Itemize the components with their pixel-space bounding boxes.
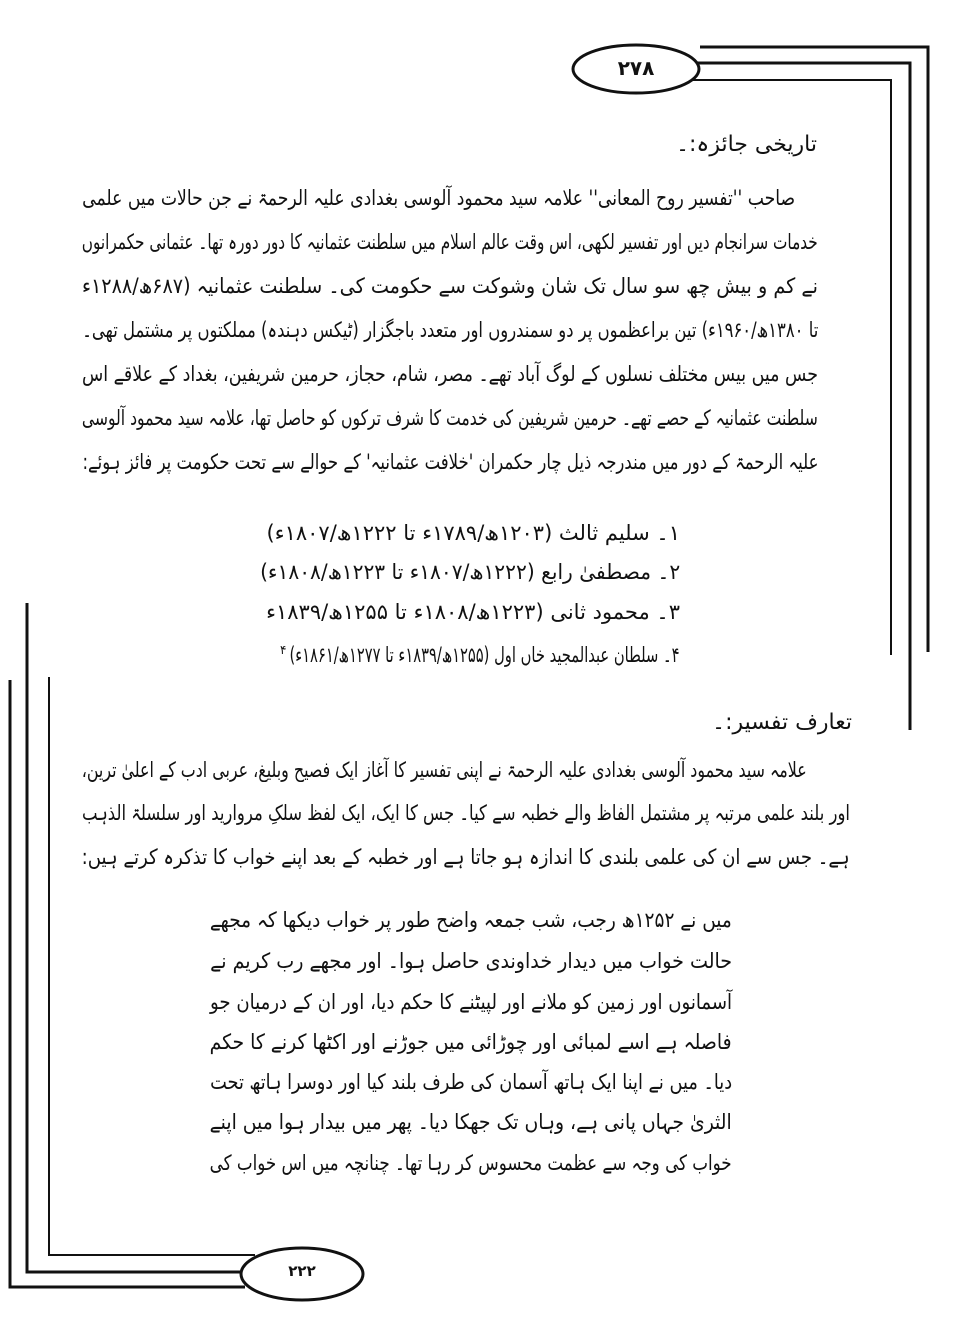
quote-line: الثریٰ جہاں پانی ہے، وہاں تک جھکا دیا۔ پھر میں بیدار ہوا میں اپنے	[210, 1110, 732, 1134]
section-heading-historical-review: تاریخی جائزہ:۔	[676, 132, 817, 157]
paragraph-line: جس میں بیس مختلف نسلوں کے لوگ آباد تھے۔ مصر، شام، حجاز، حرمین شریفین، بغداد کے علاقے اس	[82, 362, 818, 386]
paragraph-line: تا ۱۳۸۰ھ/۱۹۶۰ء) تین براعظموں پر دو سمندروں اور متعدد باجگزار (ٹیکس دہندہ) مملکتوں پر مشتمل تھی۔	[82, 318, 818, 342]
quote-line: حالت خواب میں دیدار خداوندی حاصل ہوا۔ اور مجھے رب کریم نے	[210, 949, 732, 973]
footnote-marker: ۴	[280, 643, 287, 657]
quote-line: دیا۔ میں نے اپنا ایک ہاتھ آسمان کی طرف بلند کیا اور دوسرا ہاتھ تحت	[210, 1070, 732, 1094]
section-heading-tafsir-introduction: تعارف تفسیر:۔	[712, 710, 852, 735]
paragraph-line: علامہ سید محمود آلوسی بغدادی علیہ الرحمۃ نے اپنی تفسیر کا آغاز ایک فصیح وبلیغ، عربی ادب کے اعلیٰ ترین،	[82, 758, 807, 782]
quote-line: فاصلہ ہے اسے لمبائی اور چوڑائی میں جوڑنے اور اکٹھا کرنے کا حکم	[210, 1030, 732, 1054]
quote-line: میں نے ۱۲۵۲ھ رجب، شب جمعہ واضح طور پر خواب دیکھا کہ مجھے	[210, 908, 732, 932]
top-page-number: ۲۷۸	[617, 56, 655, 80]
quote-line: خواب کی وجہ سے عظمت محسوس کر رہا تھا۔ چنانچہ میں اس خواب کی	[210, 1151, 732, 1175]
paragraph-line: اور بلند علمی مرتبہ پر مشتمل الفاظ والے خطبہ سے کیا۔ جس کا ایک، ایک لفظ سلکِ مروارید اور سلسلۃ الذہب	[82, 801, 850, 825]
bottom-page-number: ۲۲۲	[288, 1262, 316, 1280]
ruler-list-item: ۴۔ سلطان عبدالمجید خاں اول (۱۲۵۵ھ/۱۸۳۹ء تا ۱۲۷۷ھ/۱۸۶۱ء)	[290, 643, 680, 667]
paragraph-line: صاحب ''تفسیر روح المعانی'' علامہ سید محمود آلوسی بغدادی علیہ الرحمۃ نے جن حالات میں علمی	[82, 186, 795, 210]
paragraph-line: نے کم و بیش چھ سو سال تک شان وشوکت سے حکومت کی۔ سلطنت عثمانیہ (۶۸۷ھ/۱۲۸۸ء	[82, 274, 818, 298]
paragraph-line: ہے۔ جس سے ان کی علمی بلندی کا اندازہ ہو جاتا ہے اور خطبہ کے بعد اپنے خواب کا تذکرہ کرتے ہیں:	[82, 845, 850, 869]
ruler-list-item: ۱۔ سلیم ثالث (۱۲۰۳ھ/۱۷۸۹ء تا ۱۲۲۲ھ/۱۸۰۷ء)	[266, 521, 680, 545]
quote-line: آسمانوں اور زمین کو ملانے اور لپیٹنے کا حکم دیا، اور ان کے درمیان جو	[210, 990, 732, 1014]
ruler-list-item: ۲۔ مصطفیٰ رابع (۱۲۲۲ھ/۱۸۰۷ء تا ۱۲۲۳ھ/۱۸۰۸ء)	[260, 560, 680, 584]
paragraph-line: علیہ الرحمۃ کے دور میں مندرجہ ذیل چار حکمران 'خلافت عثمانیہ' کے حوالے سے تحت حکومت پر فائز ہوئے:	[82, 450, 818, 474]
paragraph-line: سلطنت عثمانیہ کے حصے تھے۔ حرمین شریفین کی خدمت کا شرف ترکوں کو حاصل تھا، علامہ سید محمود آلوسی	[82, 406, 818, 430]
ruler-list-item: ۳۔ محمود ثانی (۱۲۲۳ھ/۱۸۰۸ء تا ۱۲۵۵ھ/۱۸۳۹ء	[266, 600, 680, 624]
paragraph-line: خدمات سرانجام دیں اور تفسیر لکھی، اس وقت عالم اسلام میں سلطنت عثمانیہ کا دور دورہ تھا۔ عثمانی حکمرانوں	[82, 230, 818, 254]
